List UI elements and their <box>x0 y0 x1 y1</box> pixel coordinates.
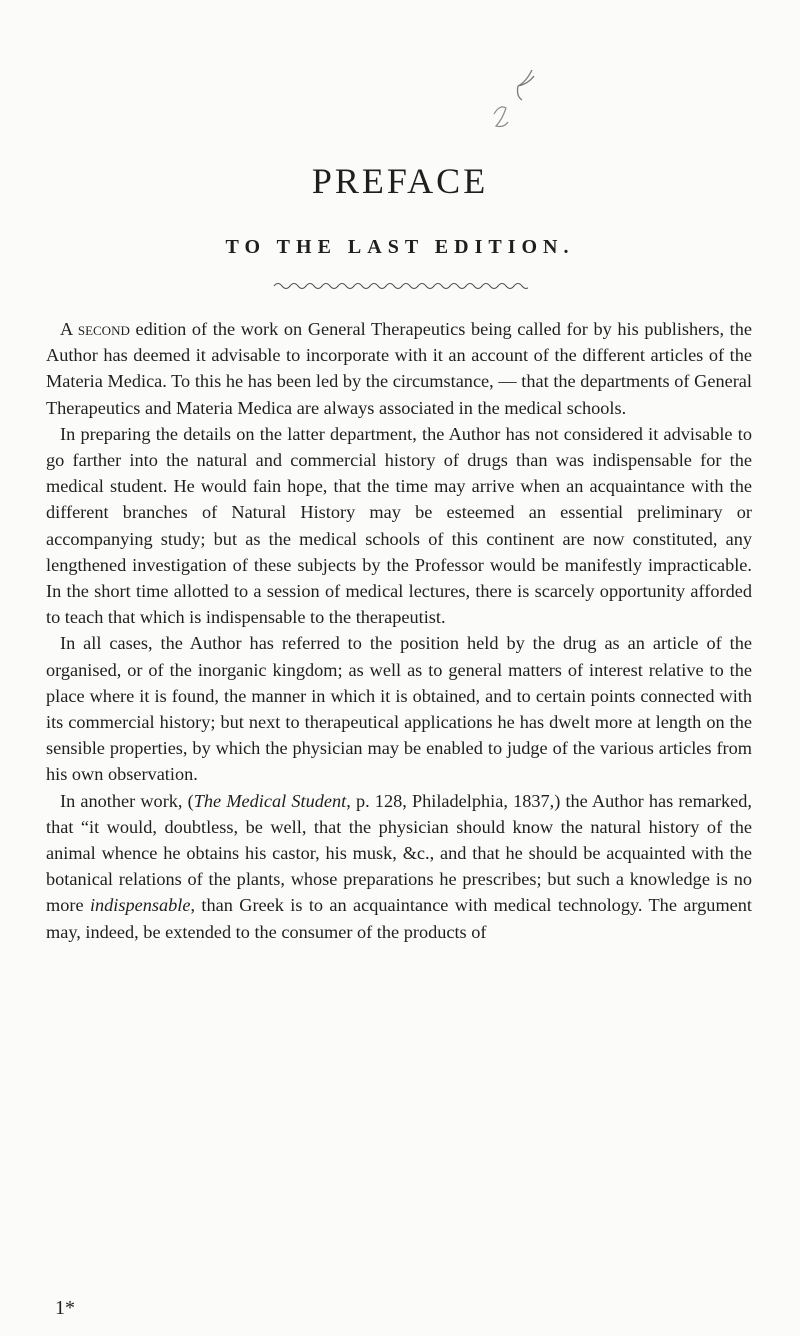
paragraph-1-text: edition of the work on General Therapeutics being called for by his publishers, the Author has deemed it advisable to incorporate with it an account of the different articles of the Materia Medica. To this he has been led by the circumstance, — that the departments of General Therapeutics and Materia Medica are always associated in the medical schools. <box>46 319 753 418</box>
paragraph-2: In preparing the details on the latter department, the Author has not considered it advisable to go farther into the natural and commercial history of drugs than was indispensable for the medical student. He would fain hope, that the time may arrive when an acquaintance with the different branches of Natural History may be esteemed an essential preliminary or accompanying study; but as the medical schools of this continent are now constituted, any lengthened investigation of these subjects by the Professor would be manifestly impracticable. In the short time allotted to a session of medical lectures, there is scarcely opportunity afforded to teach that which is indispensable to the therapeutist. <box>46 423 752 628</box>
page-signature-mark: 1* <box>55 1297 75 1319</box>
wavy-divider-ornament <box>272 280 528 292</box>
paragraph-4-text-a: In another work, ( <box>60 790 194 811</box>
paragraph-3: In all cases, the Author has referred to the position held by the drug as an article of the organised, or of the inorganic kingdom; as well as to general matters of interest relative to the place where it is found, the manner in which it is obtained, and to certain points connected with its commercial history; but next to therapeutical applications he has dwelt more at length on the sensible properties, by which the physician may be enabled to judge of the various articles from his own observation. <box>46 633 752 785</box>
page-title: PREFACE <box>311 161 489 201</box>
emphasis-italic: indispensable <box>89 895 191 916</box>
book-title-italic: The Medical Student <box>193 790 347 811</box>
smallcaps-word: second <box>77 319 130 339</box>
preface-body <box>46 316 752 945</box>
paragraph-4-text-c: , than Greek is to an acquaintance with medical technology. The argument may, indeed, be extended to the consumer of the products of <box>46 895 753 942</box>
drop-letter: A <box>60 319 73 339</box>
paragraph-4-text-b: , p. 128, Philadelphia, 1837,) the Author has remarked, that “it would, doubtless, be well, that the physician should know the natural history of the animal whence he obtains his castor, his musk, &c., and that he should be acquainted with the botanical relations of the plants, whose preparations he prescribes; but such a knowledge is no more <box>46 790 752 916</box>
page-subtitle: TO THE LAST EDITION. <box>225 236 575 258</box>
paragraph-1 <box>46 316 752 421</box>
pencil-annotation-mark <box>476 62 546 152</box>
paragraph-4 <box>46 788 752 945</box>
